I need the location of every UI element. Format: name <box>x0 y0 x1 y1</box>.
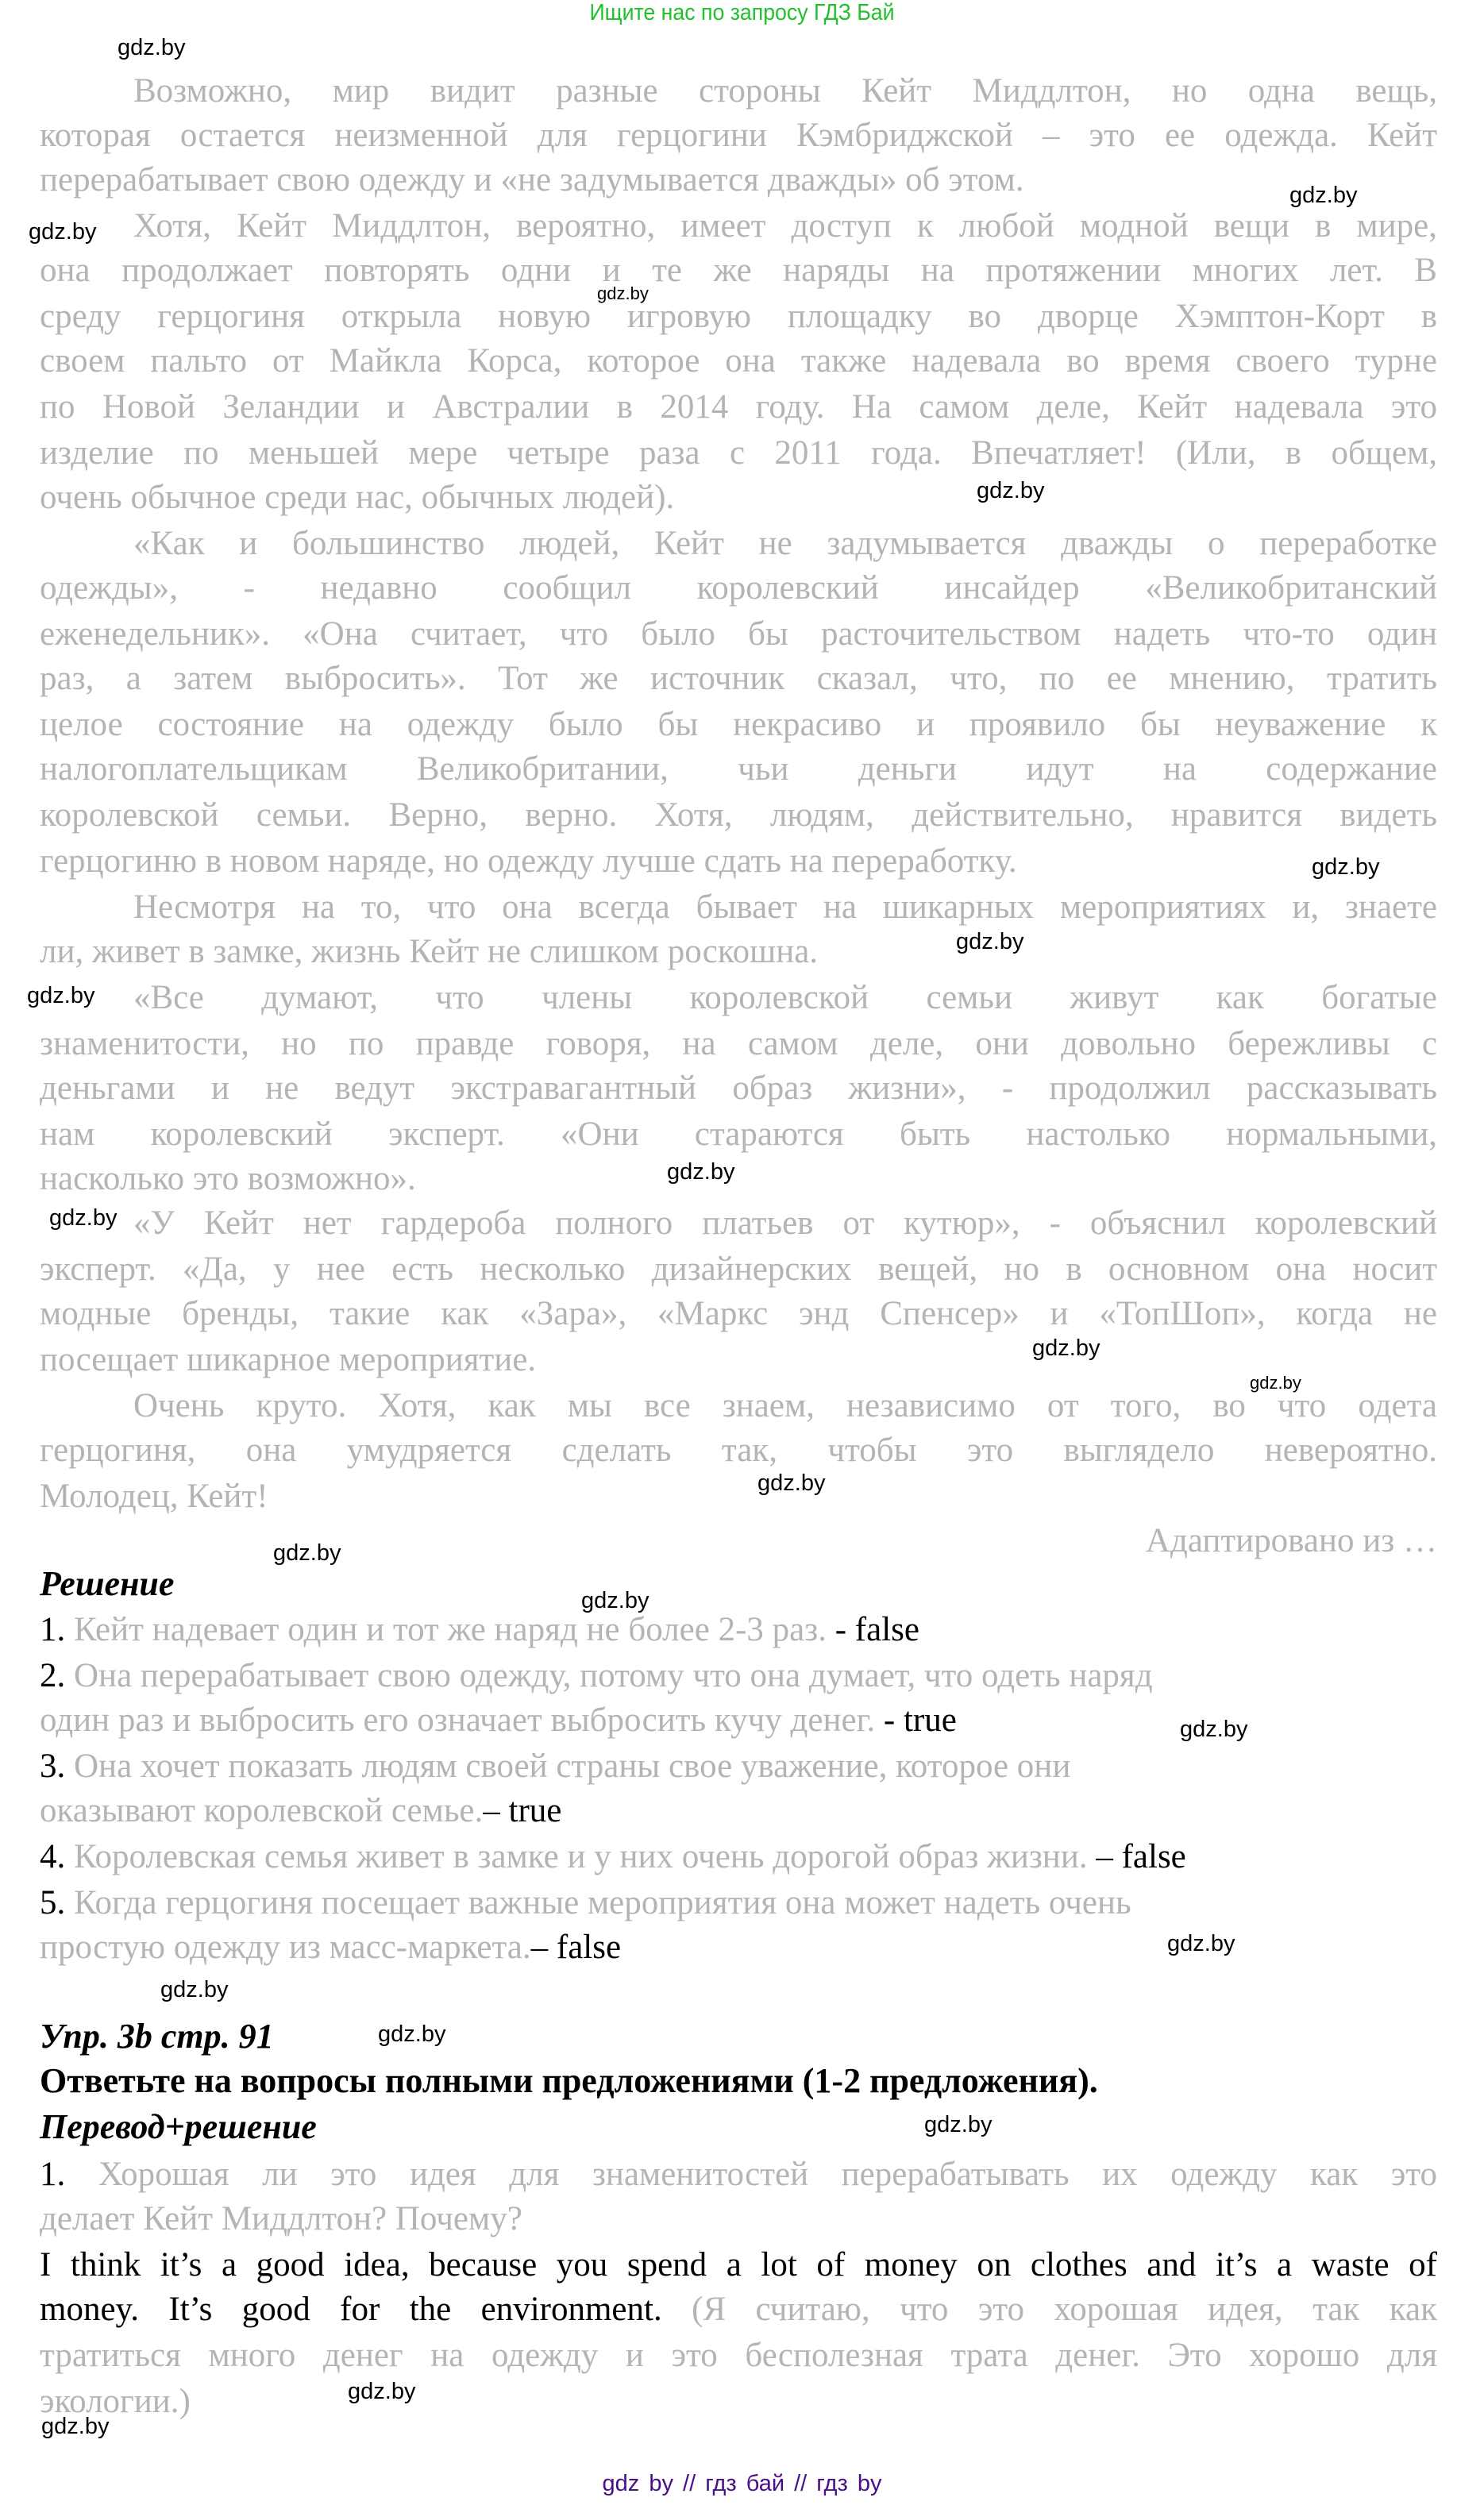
solution-item-5 <box>40 1880 1437 1925</box>
item-number: 4. <box>40 1838 66 1875</box>
top-banner: Ищите нас по запросу ГДЗ Бай <box>589 0 895 25</box>
article-line: среду герцогиня открыла новую игровую площадку во дворце Хэмптон-Корт в <box>40 298 1437 335</box>
item-number: 1. <box>40 1611 66 1648</box>
watermark: gdz.by <box>1180 1717 1248 1742</box>
article-line: посещает шикарное мероприятие. <box>40 1341 537 1378</box>
item-number: 2. <box>40 1657 66 1694</box>
article-line: одежды», - недавно сообщил королевский инсайдер «Великобританский <box>40 569 1437 607</box>
article-line: насколько это возможно». <box>40 1160 416 1197</box>
watermark: gdz.by <box>1250 1373 1301 1393</box>
question-text: Хорошая ли это идея для знаменитостей перерабатывать их одежду как это <box>98 2156 1437 2193</box>
article-line: налогоплательщикам Великобритании, чьи деньги идут на содержание <box>40 750 1437 788</box>
watermark: gdz.by <box>378 2021 446 2047</box>
answer-line <box>40 2287 1437 2332</box>
watermark: gdz.by <box>581 1588 649 1613</box>
footer-links: gdz by // гдз бай // гдз by <box>602 2471 882 2496</box>
item-statement: Она перерабатывает свою одежду, потому что она думает, что одеть наряд <box>74 1657 1153 1694</box>
article-source: Адаптировано из … <box>1145 1522 1437 1559</box>
answer-line: I think it’s a good idea, because you spend a lot of money on clothes and it’s a waste of <box>40 2246 1437 2284</box>
watermark: gdz.by <box>757 1470 826 1496</box>
article-line: перерабатывает свою одежду и «не задумывается дважды» об этом. <box>40 161 1024 198</box>
item-answer: – false <box>530 1929 622 1966</box>
question-1 <box>40 2152 1437 2197</box>
article-line: Очень круто. Хотя, как мы все знаем, независимо от того, во что одета <box>133 1387 1437 1424</box>
article-line: ли, живет в замке, жизнь Кейт не слишком роскошна. <box>40 933 819 970</box>
item-answer: – true <box>483 1792 562 1829</box>
item-statement: оказывают королевской семье. <box>40 1792 484 1829</box>
solution-item-4 <box>40 1834 1437 1879</box>
watermark: gdz.by <box>956 929 1024 954</box>
watermark: gdz.by <box>924 2112 993 2137</box>
item-answer: - true <box>883 1702 957 1739</box>
article-line: «Как и большинство людей, Кейт не задумывается дважды о переработке <box>133 525 1437 562</box>
article-line: эксперт. «Да, у нее есть несколько дизайнерских вещей, но в основном она носит <box>40 1251 1437 1288</box>
answer-translation: (Я считаю, что это хорошая идея, так как <box>661 2291 1437 2328</box>
watermark: gdz.by <box>118 35 186 60</box>
solution-item-1 <box>40 1607 1437 1652</box>
watermark: gdz.by <box>348 2379 416 2404</box>
watermark: gdz.by <box>273 1540 341 1566</box>
article-line: Молодец, Кейт! <box>40 1478 268 1515</box>
article-line: модные бренды, такие как «Зара», «Маркс энд Спенсер» и «ТопШоп», когда не <box>40 1295 1437 1332</box>
item-statement: Когда герцогиня посещает важные мероприятия она может надеть очень <box>74 1884 1131 1921</box>
solution-heading: Решение <box>40 1564 175 1603</box>
article-line: знаменитости, но по правде говоря, на самом деле, они довольно бережливы с <box>40 1025 1437 1062</box>
article-line: «Все думают, что члены королевской семьи живут как богатые <box>133 979 1437 1016</box>
solution-item-3-cont <box>40 1788 1437 1833</box>
watermark: gdz.by <box>49 1205 118 1231</box>
watermark: gdz.by <box>977 478 1045 503</box>
watermark: gdz.by <box>1167 1931 1235 1956</box>
watermark: gdz.by <box>1312 854 1380 880</box>
solution-item-3 <box>40 1744 1437 1789</box>
article-line: «У Кейт нет гардероба полного платьев от кутюр», - объяснил королевский <box>133 1204 1437 1242</box>
article-line: герцогиню в новом наряде, но одежду лучше сдать на переработку. <box>40 842 1017 880</box>
item-statement: простую одежду из масс-маркета. <box>40 1929 531 1966</box>
answer-english: money. It’s good for the environment. <box>40 2291 662 2328</box>
watermark: gdz.by <box>41 2414 110 2439</box>
question-number: 1. <box>40 2156 66 2193</box>
article-line: деньгами и не ведут экстравагантный образ жизни», - продолжил рассказывать <box>40 1070 1437 1107</box>
article-line: изделие по меньшей мере четыре раза с 2011 года. Впечатляет! (Или, в общем, <box>40 434 1437 472</box>
item-statement: Кейт надевает один и тот же наряд не более 2-3 раз. <box>74 1611 827 1648</box>
article-line: королевской семьи. Верно, верно. Хотя, людям, действительно, нравится видеть <box>40 796 1437 834</box>
item-answer: – false <box>1096 1838 1186 1875</box>
article-line: раз, а затем выбросить». Тот же источник сказал, что, по ее мнению, тратить <box>40 660 1437 697</box>
item-statement: Королевская семья живет в замке и у них очень дорогой образ жизни. <box>74 1838 1088 1875</box>
watermark: gdz.by <box>1289 183 1358 208</box>
article-line: своем пальто от Майкла Корса, которое она также надевала во время своего турне <box>40 342 1437 380</box>
item-number: 3. <box>40 1748 66 1785</box>
exercise-subtitle: Перевод+решение <box>40 2107 317 2146</box>
article-line: еженедельник». «Она считает, что было бы расточительством надеть что-то один <box>40 615 1437 653</box>
exercise-title: Упр. 3b стр. 91 <box>40 2017 274 2056</box>
answer-line: тратиться много денег на одежду и это бесполезная трата денег. Это хорошо для <box>40 2337 1437 2374</box>
watermark: gdz.by <box>597 283 649 303</box>
watermark: gdz.by <box>160 1977 229 2002</box>
article-line: которая остается неизменной для герцогини Кэмбриджской – это ее одежда. Кейт <box>40 117 1437 154</box>
question-1-cont: делает Кейт Миддлтон? Почему? <box>40 2200 522 2237</box>
article-line: по Новой Зеландии и Австралии в 2014 году. На самом деле, Кейт надевала это <box>40 388 1437 426</box>
article-line: очень обычное среди нас, обычных людей). <box>40 479 675 516</box>
watermark: gdz.by <box>1032 1335 1100 1361</box>
watermark: gdz.by <box>29 219 97 245</box>
item-answer: - false <box>835 1611 919 1648</box>
item-statement: Она хочет показать людям своей страны свое уважение, которое они <box>74 1748 1071 1785</box>
watermark: gdz.by <box>667 1159 735 1185</box>
solution-item-2 <box>40 1653 1437 1698</box>
article-line: целое состояние на одежду было бы некрасиво и проявило бы неуважение к <box>40 706 1437 743</box>
article-line: Несмотря на то, что она всегда бывает на шикарных мероприятиях и, знаете <box>133 888 1437 926</box>
item-number: 5. <box>40 1884 66 1921</box>
watermark: gdz.by <box>27 983 95 1008</box>
answer-line: экологии.) <box>40 2383 191 2420</box>
article-line: нам королевский эксперт. «Они стараются быть настолько нормальными, <box>40 1116 1437 1153</box>
item-statement: один раз и выбросить его означает выбросить кучу денег. <box>40 1702 876 1739</box>
article-line: она продолжает повторять одни и те же наряды на протяжении многих лет. В <box>40 252 1437 289</box>
article-line: Хотя, Кейт Миддлтон, вероятно, имеет доступ к любой модной вещи в мире, <box>133 207 1437 245</box>
article-line: Возможно, мир видит разные стороны Кейт Миддлтон, но одна вещь, <box>133 72 1437 110</box>
exercise-instruction: Ответьте на вопросы полными предложениями (1-2 предложения). <box>40 2061 1098 2100</box>
article-line: герцогиня, она умудряется сделать так, чтобы это выглядело невероятно. <box>40 1432 1437 1469</box>
